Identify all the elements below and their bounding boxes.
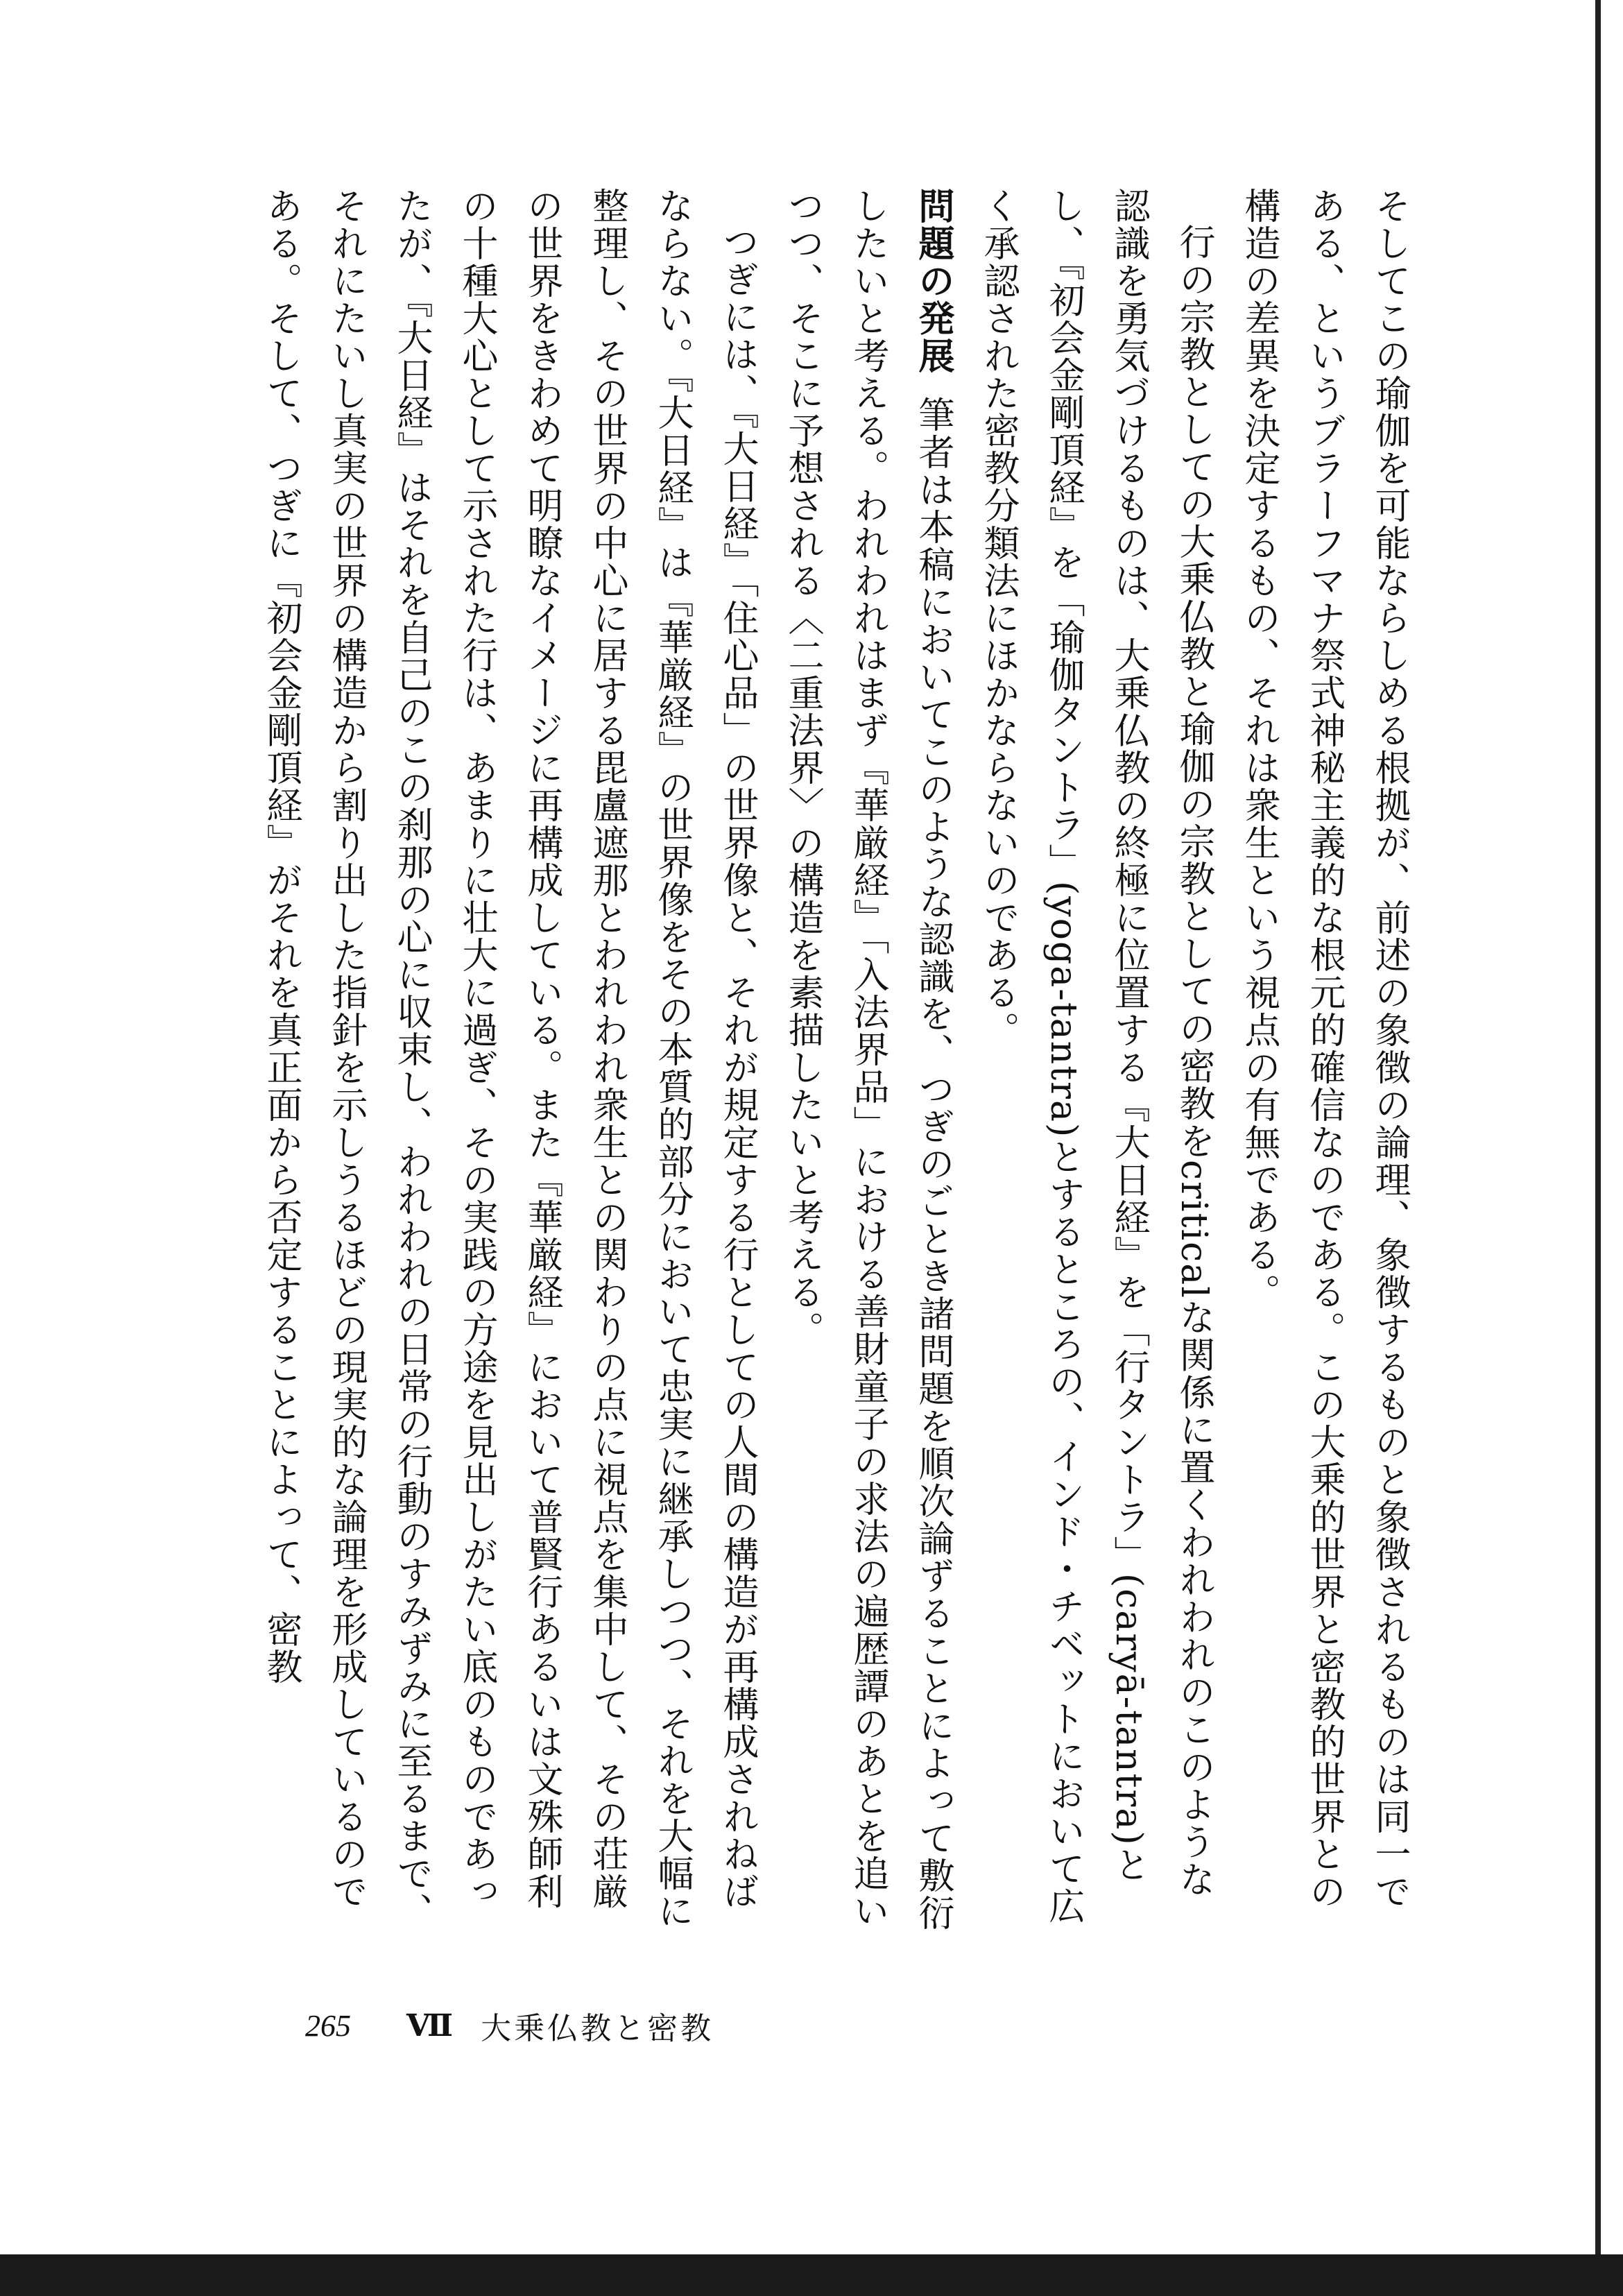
paragraph-4	[257, 187, 770, 1935]
chapter-numeral: Ⅶ	[406, 2008, 454, 2043]
page-number: 265	[305, 2008, 351, 2043]
paragraph-2-text: 行の宗教としての大乗仏教と瑜伽の宗教としての密教をcriticalな関係に置くわれわれのこのような認識を勇気づけるものは、大乗仏教の終極に位置する『大日経』を「行タントラ」(caryā-tantra)とし、『初会金剛頂経』を「瑜伽タントラ」(yoga-tantra)とするところの、インド・チベットにおいて広く承認された密教分類法にほかならないのである。	[977, 187, 1214, 1926]
paragraph-3	[770, 187, 965, 1935]
scan-edge-right	[1595, 0, 1601, 2296]
scan-edge-bottom	[0, 2254, 1623, 2296]
paragraph-1-text: そしてこの瑜伽を可能ならしめる根拠が、前述の象徴の論理、象徴するものと象徴されるものは同一である、というブラーフマナ祭式神秘主義的な根元的確信なのである。この大乗的世界と密教的世界との構造の差異を決定するもの、それは衆生という視点の有無である。	[1238, 187, 1410, 1910]
page-footer	[305, 1998, 714, 2053]
chapter-title: 大乗仏教と密教	[481, 2011, 714, 2046]
section-heading: 問題の発展	[912, 187, 954, 375]
paragraph-1	[1226, 187, 1422, 1935]
paragraph-4-text: つぎには、『大日経』「住心品」の世界像と、それが規定する行としての人間の構造が再構成されねばならない。『大日経』は『華厳経』の世界像をその本質的部分において忠実に継承しつつ、それを大幅に整理し、その世界の中心に居する毘盧遮那とわれわれ衆生との関わりの点に視点を集中して、その荘厳の世界をきわめて明瞭なイメージに再構成している。また『華厳経』において普賢行あるいは文殊師利の十種大心として示された行は、あまりに壮大に過ぎ、その実践の方途を見出しがたい底のものであったが、『大日経』はそれを自己のこの刹那の心に収束し、われわれの日常の行動のすみずみに至るまで、それにたいし真実の世界の構造から割り出した指針を示しうるほどの現実的な論理を形成しているのである。そして、つぎに『初会金剛頂経』がそれを真正面から否定することによって、密教	[260, 187, 758, 1930]
paragraph-2	[965, 187, 1226, 1935]
vertical-body-text	[257, 187, 1422, 1935]
paragraph-3-text: 筆者は本稿においてこのような認識を、つぎのごとき諸問題を順次論ずることによって敷衍したいと考える。われわれはまず『華厳経』「入法界品」における善財童子の求法の遍歴譚のあとを追いつつ、そこに予想される〈二重法界〉の構造を素描したいと考える。	[782, 187, 954, 1933]
